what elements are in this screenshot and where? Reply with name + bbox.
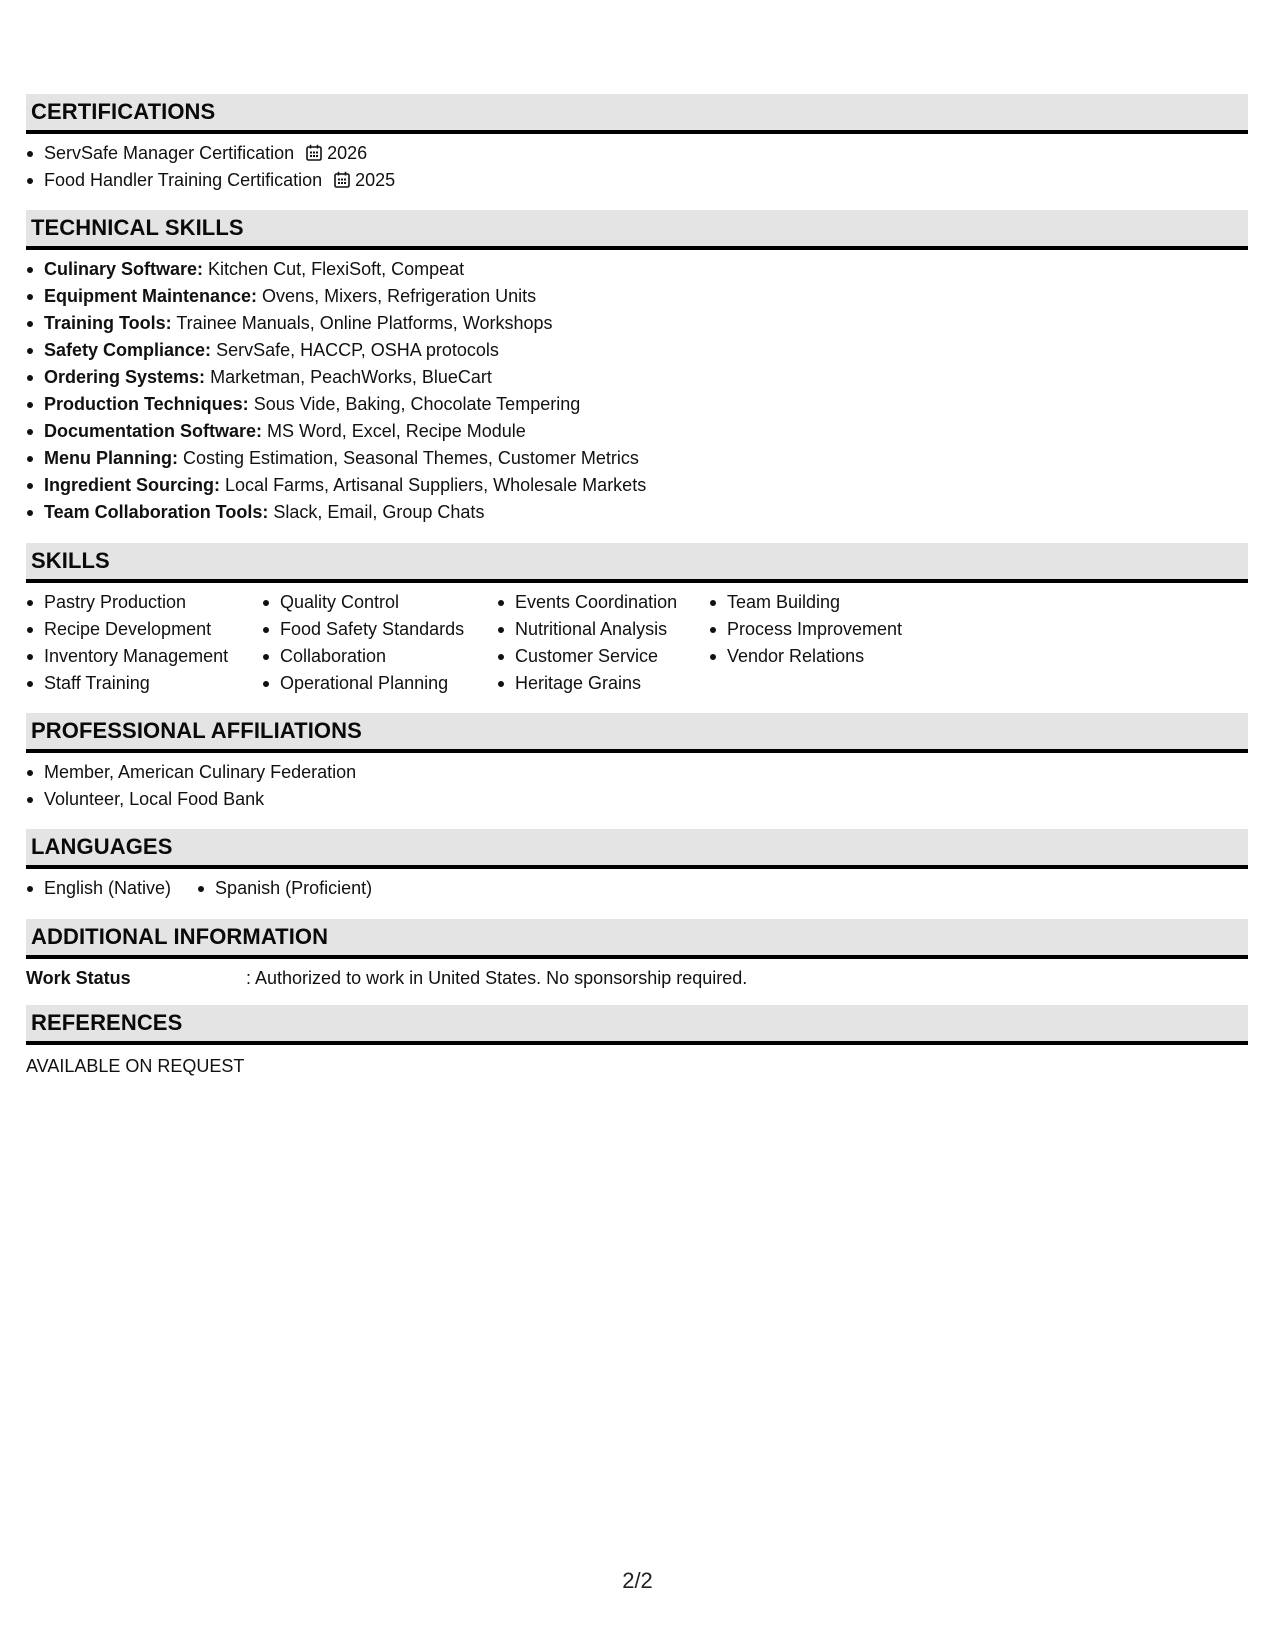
work-status-label: Work Status bbox=[26, 968, 131, 988]
skills-section bbox=[26, 543, 1248, 697]
technical-skill-label: Equipment Maintenance: bbox=[44, 286, 258, 306]
references-heading: REFERENCES bbox=[26, 1005, 1248, 1045]
affiliations-list bbox=[26, 759, 1248, 813]
technical-skill-value: Marketman, PeachWorks, BlueCart bbox=[210, 367, 492, 387]
languages-section bbox=[26, 829, 1248, 902]
languages-list bbox=[26, 875, 1248, 902]
certification-year: 2026 bbox=[327, 143, 368, 163]
technical-skills-list bbox=[26, 256, 1248, 526]
affiliation-item: Member, American Culinary Federation bbox=[26, 759, 1248, 786]
technical-skill-label: Documentation Software: bbox=[44, 421, 263, 441]
technical-skill-item bbox=[26, 391, 1248, 418]
technical-skill-value: Kitchen Cut, FlexiSoft, Compeat bbox=[208, 259, 465, 279]
skill-item: Food Safety Standards bbox=[262, 616, 497, 643]
additional-info-heading: ADDITIONAL INFORMATION bbox=[26, 919, 1248, 959]
skill-item: Staff Training bbox=[26, 670, 262, 697]
technical-skill-item bbox=[26, 472, 1248, 499]
work-status-value: : Authorized to work in United States. No sponsorship required. bbox=[246, 968, 748, 988]
technical-skill-item bbox=[26, 499, 1248, 526]
certification-name: ServSafe Manager Certification bbox=[44, 143, 295, 163]
language-item: Spanish (Proficient) bbox=[197, 875, 372, 902]
calendar-icon bbox=[306, 144, 322, 161]
skills-heading: SKILLS bbox=[26, 543, 1248, 583]
skill-item: Inventory Management bbox=[26, 643, 262, 670]
technical-skills-heading: TECHNICAL SKILLS bbox=[26, 210, 1248, 250]
technical-skill-item bbox=[26, 445, 1248, 472]
skill-item: Team Building bbox=[709, 589, 969, 616]
technical-skill-label: Culinary Software: bbox=[44, 259, 204, 279]
technical-skill-label: Team Collaboration Tools: bbox=[44, 502, 269, 522]
skill-item: Quality Control bbox=[262, 589, 497, 616]
certification-item bbox=[26, 140, 1248, 167]
languages-heading: LANGUAGES bbox=[26, 829, 1248, 869]
skill-item: Customer Service bbox=[497, 643, 709, 670]
technical-skill-label: Production Techniques: bbox=[44, 394, 249, 414]
certification-name: Food Handler Training Certification bbox=[44, 170, 323, 190]
technical-skill-label: Menu Planning: bbox=[44, 448, 178, 468]
technical-skill-value: Slack, Email, Group Chats bbox=[273, 502, 485, 522]
technical-skill-item bbox=[26, 337, 1248, 364]
technical-skill-value: Costing Estimation, Seasonal Themes, Customer Metrics bbox=[183, 448, 639, 468]
skill-item: Recipe Development bbox=[26, 616, 262, 643]
technical-skill-item bbox=[26, 310, 1248, 337]
additional-info-section bbox=[26, 919, 1248, 991]
technical-skill-item bbox=[26, 256, 1248, 283]
affiliations-heading: PROFESSIONAL AFFILIATIONS bbox=[26, 713, 1248, 753]
technical-skill-item bbox=[26, 364, 1248, 391]
calendar-icon bbox=[334, 171, 350, 188]
technical-skills-section bbox=[26, 210, 1248, 526]
certification-year: 2025 bbox=[355, 170, 396, 190]
work-status-row bbox=[26, 965, 1248, 991]
skills-column bbox=[497, 589, 709, 697]
technical-skill-value: ServSafe, HACCP, OSHA protocols bbox=[216, 340, 499, 360]
affiliations-section bbox=[26, 713, 1248, 813]
skill-item: Events Coordination bbox=[497, 589, 709, 616]
skills-column bbox=[709, 589, 969, 697]
skill-item: Collaboration bbox=[262, 643, 497, 670]
technical-skill-value: Ovens, Mixers, Refrigeration Units bbox=[262, 286, 537, 306]
technical-skill-value: Trainee Manuals, Online Platforms, Workshops bbox=[176, 313, 553, 333]
affiliation-item: Volunteer, Local Food Bank bbox=[26, 786, 1248, 813]
skill-item: Heritage Grains bbox=[497, 670, 709, 697]
certifications-list bbox=[26, 140, 1248, 194]
skills-grid bbox=[26, 589, 1248, 697]
certification-item bbox=[26, 167, 1248, 194]
technical-skill-value: Local Farms, Artisanal Suppliers, Wholesale Markets bbox=[225, 475, 647, 495]
certifications-section bbox=[26, 94, 1248, 194]
page-number: 2/2 bbox=[622, 1568, 653, 1593]
skill-item: Operational Planning bbox=[262, 670, 497, 697]
skills-column bbox=[262, 589, 497, 697]
technical-skill-label: Ingredient Sourcing: bbox=[44, 475, 221, 495]
technical-skill-label: Safety Compliance: bbox=[44, 340, 212, 360]
technical-skill-item bbox=[26, 283, 1248, 310]
technical-skill-item bbox=[26, 418, 1248, 445]
skill-item: Pastry Production bbox=[26, 589, 262, 616]
certifications-heading: CERTIFICATIONS bbox=[26, 94, 1248, 134]
skill-item: Nutritional Analysis bbox=[497, 616, 709, 643]
technical-skill-value: MS Word, Excel, Recipe Module bbox=[267, 421, 526, 441]
skill-item: Vendor Relations bbox=[709, 643, 969, 670]
skills-column bbox=[26, 589, 262, 697]
references-text: AVAILABLE ON REQUEST bbox=[26, 1056, 245, 1076]
language-item: English (Native) bbox=[26, 875, 171, 902]
technical-skill-value: Sous Vide, Baking, Chocolate Tempering bbox=[253, 394, 581, 414]
technical-skill-label: Training Tools: bbox=[44, 313, 172, 333]
references-section bbox=[26, 1005, 1248, 1079]
technical-skill-label: Ordering Systems: bbox=[44, 367, 206, 387]
skill-item: Process Improvement bbox=[709, 616, 969, 643]
